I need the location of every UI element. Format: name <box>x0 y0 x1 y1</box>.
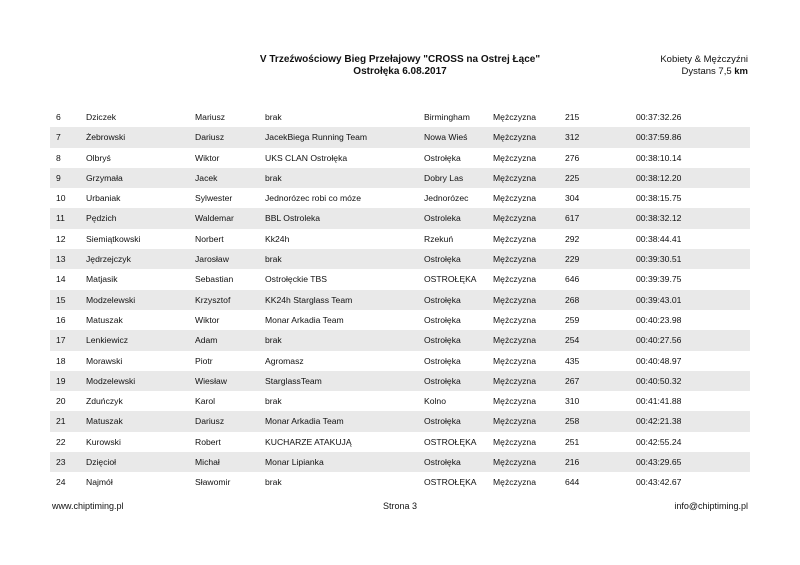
result-last-name: Pędzich <box>86 213 117 224</box>
result-category: Mężczyzna <box>493 375 536 386</box>
result-city: Dobry Las <box>424 172 464 183</box>
result-city: OSTROŁĘKA <box>424 274 477 285</box>
result-time: 00:37:59.86 <box>636 132 682 143</box>
result-time: 00:41:41.88 <box>636 396 682 407</box>
result-category: Mężczyzna <box>493 152 536 163</box>
result-club: UKS CLAN Ostrołęka <box>265 152 348 163</box>
result-category: Mężczyzna <box>493 274 536 285</box>
table-row <box>50 452 750 472</box>
result-club: Monar Arkadia Team <box>265 416 344 427</box>
result-last-name: Matuszak <box>86 416 123 427</box>
result-city: Ostrołęka <box>424 355 461 366</box>
result-first-name: Robert <box>195 436 221 447</box>
result-time: 00:39:30.51 <box>636 254 682 265</box>
result-place: 12 <box>56 233 66 244</box>
result-category: Mężczyzna <box>493 457 536 468</box>
result-last-name: Lenkiewicz <box>86 335 129 346</box>
result-bib-number: 644 <box>565 477 580 488</box>
result-first-name: Karol <box>195 396 216 407</box>
result-category: Mężczyzna <box>493 416 536 427</box>
distance-label <box>660 66 748 78</box>
table-row <box>50 148 750 168</box>
category-label: Kobiety & Mężczyźni <box>660 54 748 65</box>
result-place: 6 <box>56 112 61 122</box>
result-first-name: Dariusz <box>195 132 225 143</box>
result-club: Agromasz <box>265 355 304 366</box>
result-bib-number: 229 <box>565 254 580 265</box>
result-city: Ostrołęka <box>424 294 461 305</box>
result-club: brak <box>265 477 282 488</box>
result-bib-number: 617 <box>565 213 580 224</box>
result-place: 14 <box>56 274 66 285</box>
result-last-name: Olbryś <box>86 152 111 163</box>
result-category: Mężczyzna <box>493 112 536 122</box>
result-last-name: Kurowski <box>86 436 121 447</box>
result-first-name: Wiktor <box>195 152 220 163</box>
result-last-name: Modzelewski <box>86 375 136 386</box>
table-row <box>50 472 750 492</box>
result-category: Mężczyzna <box>493 294 536 305</box>
table-row <box>50 127 750 147</box>
result-first-name: Jarosław <box>195 254 229 265</box>
table-row <box>50 411 750 431</box>
result-bib-number: 292 <box>565 233 580 244</box>
result-city: Rzekuń <box>424 233 454 244</box>
result-club: StarglassTeam <box>265 375 322 386</box>
result-city: Birmingham <box>424 112 470 122</box>
result-place: 9 <box>56 172 61 183</box>
result-last-name: Matuszak <box>86 314 123 325</box>
result-bib-number: 254 <box>565 335 580 346</box>
result-place: 13 <box>56 254 66 265</box>
result-city: Ostrołęka <box>424 335 461 346</box>
table-row <box>50 351 750 371</box>
result-city: Ostrołęka <box>424 314 461 325</box>
footer-email-link[interactable]: info@chiptiming.pl <box>674 501 748 511</box>
result-place: 22 <box>56 436 66 447</box>
distance-unit: km <box>734 66 748 77</box>
result-first-name: Adam <box>195 335 218 346</box>
result-club: brak <box>265 335 282 346</box>
result-first-name: Wiktor <box>195 314 220 325</box>
result-last-name: Matjasik <box>86 274 118 285</box>
result-bib-number: 268 <box>565 294 580 305</box>
result-time: 00:43:42.67 <box>636 477 682 488</box>
result-first-name: Sławomir <box>195 477 231 488</box>
result-first-name: Sebastian <box>195 274 234 285</box>
result-category: Mężczyzna <box>493 254 536 265</box>
result-first-name: Dariusz <box>195 416 225 427</box>
result-city: Kolno <box>424 396 446 407</box>
result-time: 00:42:55.24 <box>636 436 682 447</box>
result-place: 7 <box>56 132 61 143</box>
result-first-name: Mariusz <box>195 112 226 122</box>
result-time: 00:37:32.26 <box>636 112 682 122</box>
result-place: 24 <box>56 477 66 488</box>
result-bib-number: 259 <box>565 314 580 325</box>
result-place: 20 <box>56 396 66 407</box>
result-time: 00:40:50.32 <box>636 375 682 386</box>
result-club: brak <box>265 112 282 122</box>
result-city: OSTROŁĘKA <box>424 477 477 488</box>
result-category: Mężczyzna <box>493 477 536 488</box>
result-first-name: Jacek <box>195 172 218 183</box>
result-category: Mężczyzna <box>493 213 536 224</box>
result-club: Kk24h <box>265 233 290 244</box>
result-place: 16 <box>56 314 66 325</box>
result-first-name: Krzysztof <box>195 294 231 305</box>
result-place: 11 <box>56 213 65 224</box>
result-club: Ostrołęckie TBS <box>265 274 327 285</box>
result-club: Monar Arkadia Team <box>265 314 344 325</box>
result-bib-number: 258 <box>565 416 580 427</box>
result-time: 00:38:44.41 <box>636 233 682 244</box>
table-row <box>50 229 750 249</box>
result-time: 00:38:10.14 <box>636 152 682 163</box>
result-bib-number: 304 <box>565 193 580 204</box>
result-last-name: Morawski <box>86 355 123 366</box>
result-time: 00:38:32.12 <box>636 213 682 224</box>
table-row <box>50 310 750 330</box>
table-row <box>50 208 750 228</box>
result-bib-number: 267 <box>565 375 580 386</box>
result-last-name: Dzięcioł <box>86 457 117 468</box>
result-city: Ostrołęka <box>424 457 461 468</box>
result-club: KUCHARZE ATAKUJĄ <box>265 436 352 447</box>
result-club: Monar Lipianka <box>265 457 324 468</box>
result-first-name: Wiesław <box>195 375 227 386</box>
distance-prefix: Dystans 7,5 <box>681 66 735 77</box>
result-bib-number: 646 <box>565 274 580 285</box>
result-club: Jednorózec robi co móze <box>265 193 362 204</box>
result-category: Mężczyzna <box>493 233 536 244</box>
result-last-name: Grzymała <box>86 172 123 183</box>
table-row <box>50 249 750 269</box>
result-time: 00:39:39.75 <box>636 274 682 285</box>
result-category: Mężczyzna <box>493 436 536 447</box>
result-bib-number: 251 <box>565 436 580 447</box>
result-club: brak <box>265 396 282 407</box>
table-row <box>50 269 750 289</box>
result-bib-number: 310 <box>565 396 580 407</box>
result-time: 00:38:12.20 <box>636 172 682 183</box>
result-category: Mężczyzna <box>493 314 536 325</box>
result-last-name: Siemiątkowski <box>86 233 141 244</box>
result-city: Ostrołęka <box>424 416 461 427</box>
footer-page-number: Strona 3 <box>382 501 418 511</box>
result-category: Mężczyzna <box>493 172 536 183</box>
result-category: Mężczyzna <box>493 193 536 204</box>
table-row <box>50 107 750 127</box>
result-category: Mężczyzna <box>493 355 536 366</box>
result-first-name: Sylwester <box>195 193 233 204</box>
result-club: BBL Ostroleka <box>265 213 321 224</box>
event-title: V Trzeźwościowy Bieg Przełajowy "CROSS na Ostrej Łące" <box>259 54 541 65</box>
result-last-name: Jędrzejczyk <box>86 254 131 265</box>
table-row <box>50 371 750 391</box>
results-table <box>50 107 750 493</box>
footer-website-link[interactable]: www.chiptiming.pl <box>52 501 124 511</box>
result-city: Ostroleka <box>424 213 461 224</box>
result-category: Mężczyzna <box>493 132 536 143</box>
result-first-name: Waldemar <box>195 213 234 224</box>
result-time: 00:43:29.65 <box>636 457 682 468</box>
result-first-name: Michał <box>195 457 220 468</box>
result-city: OSTROŁĘKA <box>424 436 477 447</box>
result-time: 00:39:43.01 <box>636 294 682 305</box>
result-club: JacekBiega Running Team <box>265 132 368 143</box>
result-category: Mężczyzna <box>493 335 536 346</box>
result-bib-number: 276 <box>565 152 580 163</box>
result-time: 00:42:21.38 <box>636 416 682 427</box>
result-place: 23 <box>56 457 66 468</box>
result-bib-number: 312 <box>565 132 580 143</box>
result-first-name: Piotr <box>195 355 213 366</box>
result-bib-number: 216 <box>565 457 580 468</box>
table-row <box>50 330 750 350</box>
result-club: KK24h Starglass Team <box>265 294 353 305</box>
result-bib-number: 225 <box>565 172 580 183</box>
result-place: 8 <box>56 152 61 163</box>
result-last-name: Modzelewski <box>86 294 136 305</box>
event-date-location: Ostrołęka 6.08.2017 <box>353 66 447 77</box>
result-city: Jednorózec <box>424 193 469 204</box>
result-time: 00:40:48.97 <box>636 355 682 366</box>
result-place: 18 <box>56 355 66 366</box>
result-last-name: Urbaniak <box>86 193 121 204</box>
result-bib-number: 435 <box>565 355 580 366</box>
result-last-name: Dziczek <box>86 112 117 122</box>
table-row <box>50 188 750 208</box>
result-place: 10 <box>56 193 66 204</box>
result-place: 21 <box>56 416 66 427</box>
result-club: brak <box>265 254 282 265</box>
result-time: 00:38:15.75 <box>636 193 682 204</box>
result-place: 15 <box>56 294 66 305</box>
result-last-name: Zduńczyk <box>86 396 123 407</box>
table-row <box>50 432 750 452</box>
result-city: Ostrołęka <box>424 152 461 163</box>
table-row <box>50 168 750 188</box>
category-info <box>660 54 748 78</box>
result-city: Ostrołęka <box>424 254 461 265</box>
table-row <box>50 290 750 310</box>
result-first-name: Norbert <box>195 233 224 244</box>
result-place: 17 <box>56 335 66 346</box>
result-last-name: Najmół <box>86 477 113 488</box>
result-category: Mężczyzna <box>493 396 536 407</box>
result-city: Nowa Wieś <box>424 132 468 143</box>
result-last-name: Żebrowski <box>86 132 126 143</box>
result-club: brak <box>265 172 282 183</box>
result-time: 00:40:23.98 <box>636 314 682 325</box>
table-row <box>50 391 750 411</box>
result-city: Ostrołęka <box>424 375 461 386</box>
result-place: 19 <box>56 375 66 386</box>
result-time: 00:40:27.56 <box>636 335 682 346</box>
result-bib-number: 215 <box>565 112 580 122</box>
